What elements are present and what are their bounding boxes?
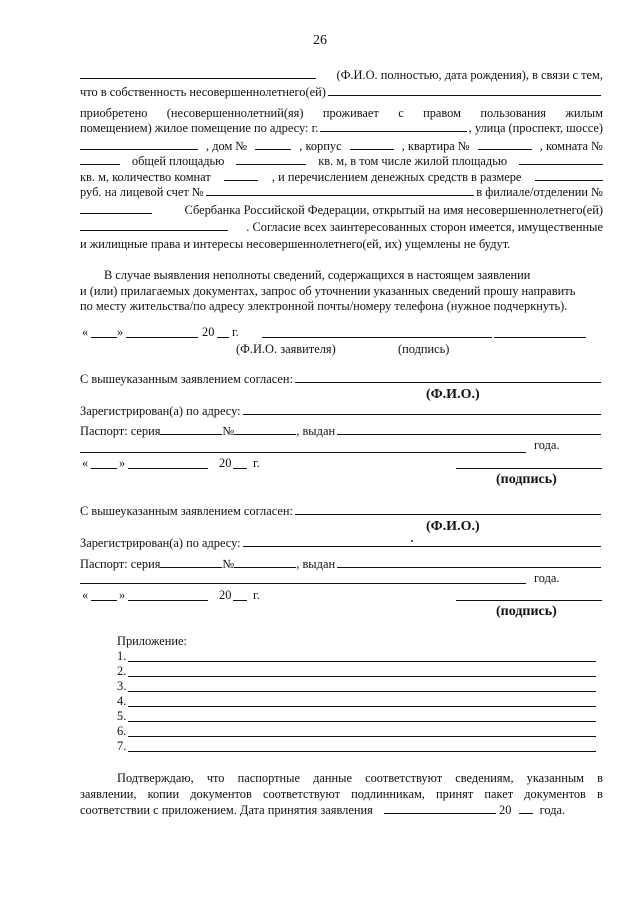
consent-1-year-prefix: 20 xyxy=(219,456,232,470)
year-prefix: 20 xyxy=(202,325,215,339)
p2-line-1: В случае выявления неполноты сведений, содержащихся в настоящем заявлении xyxy=(104,268,531,282)
p1-line-10 xyxy=(80,219,603,235)
consent-2-signature-blank[interactable] xyxy=(456,600,602,601)
applicant-fio-label: (Ф.И.О. заявителя) xyxy=(236,342,336,356)
consent-1-agree-text: С вышеуказанным заявлением согласен: xyxy=(80,372,293,386)
appendix-item-number: 3. xyxy=(117,679,127,693)
p1-line-3-word: с xyxy=(398,106,404,120)
consent-1-passport xyxy=(80,423,603,439)
consent-1-close-quote: » xyxy=(119,456,126,470)
consent-1-day-blank[interactable] xyxy=(91,468,117,469)
appendix-item-line[interactable] xyxy=(128,751,596,752)
confirm-line-2-word: принят xyxy=(436,787,474,801)
p1-line-9 xyxy=(80,202,603,218)
p1-line-5c: , квартира № xyxy=(401,139,470,153)
confirm-line-1-word: Подтверждаю, xyxy=(117,771,194,785)
month-blank[interactable] xyxy=(126,337,198,338)
p1-line-1-text: (Ф.И.О. полностью, дата рождения), в связи с тем, xyxy=(336,68,603,82)
consent-1-number-text: № xyxy=(222,424,235,438)
p1-line-4b: , улица (проспект, шоссе) xyxy=(468,121,603,135)
p1-line-5 xyxy=(80,138,603,154)
consent-1-passport-text: Паспорт: серия xyxy=(80,424,161,438)
building-blank[interactable] xyxy=(350,138,394,150)
p1-line-6a: общей площадью xyxy=(131,154,225,168)
confirm-line-1-word: сведениям, xyxy=(455,771,514,785)
consent-1-fio-blank[interactable] xyxy=(295,371,601,383)
consent-2-year-prefix: 20 xyxy=(219,588,232,602)
consent-1-year: года. xyxy=(534,438,560,452)
street-blank[interactable] xyxy=(80,138,198,150)
p1-line-5d: , комната № xyxy=(539,139,603,153)
consent-2-month-blank[interactable] xyxy=(128,600,208,601)
applicant-fio-blank[interactable] xyxy=(262,337,492,338)
consent-1-signature-label: (подпись) xyxy=(496,472,557,487)
consent-2-year-blank[interactable] xyxy=(233,600,247,601)
consent-1-number-blank[interactable] xyxy=(234,423,296,435)
appendix-item-line[interactable] xyxy=(128,706,596,707)
consent-2-year: года. xyxy=(534,571,560,585)
confirm-line-1-word: что xyxy=(206,771,225,785)
confirm-line-3 xyxy=(80,802,603,818)
p1-line-11: и жилищные права и интересы несовершеннолетнего(ей, их) ущемлены не будут. xyxy=(80,237,511,251)
consent-1-fio-label: (Ф.И.О.) xyxy=(426,387,480,402)
appendix-item-number: 7. xyxy=(117,739,127,753)
confirm-line-2-word: соответствуют xyxy=(262,787,341,801)
p1-line-7 xyxy=(80,169,603,185)
consent-2-close-quote: » xyxy=(119,588,126,602)
room-blank[interactable] xyxy=(80,153,120,165)
consent-2-open-quote: « xyxy=(82,588,89,602)
confirm-line-2-word: заявлении, xyxy=(80,787,137,801)
house-blank[interactable] xyxy=(255,138,291,150)
confirm-year-prefix: 20 xyxy=(499,803,512,817)
consent-1-series-blank[interactable] xyxy=(160,423,222,435)
consent-2-issuer-blank[interactable] xyxy=(337,556,601,568)
p1-line-2 xyxy=(80,84,603,100)
p2-line-3: по месту жительства/по адресу электронной почты/номеру телефона (нужное подчеркнуть). xyxy=(80,299,568,313)
consent-1-issuer-line[interactable] xyxy=(80,452,526,453)
consent-1-registered-text: Зарегистрирован(а) по адресу: xyxy=(80,404,241,418)
p1-line-9-text: Сбербанка Российской Федерации, открытый на имя несовершеннолетнего(ей) xyxy=(184,203,603,217)
applicant-signature-label: (подпись) xyxy=(398,342,450,356)
city-blank[interactable] xyxy=(320,120,466,132)
confirm-line-2 xyxy=(80,786,603,802)
p1-line-8a: руб. на лицевой счет № xyxy=(80,185,204,199)
p1-line-3-word: пользования xyxy=(480,106,547,120)
p1-line-6b: кв. м, в том числе жилой площадью xyxy=(318,154,508,168)
apartment-blank[interactable] xyxy=(478,138,532,150)
p1-line-3-word: проживает xyxy=(322,106,379,120)
consent-2-fio-blank[interactable] xyxy=(295,503,601,515)
p1-line-7a: кв. м, количество комнат xyxy=(80,170,211,184)
appendix-title: Приложение: xyxy=(117,634,187,648)
p1-line-3-word: жилым xyxy=(565,106,603,120)
consent-2-year-suffix: г. xyxy=(253,588,260,602)
amount-blank[interactable] xyxy=(535,169,603,181)
consent-2-number-text: № xyxy=(222,557,235,571)
consent-2-passport-text: Паспорт: серия xyxy=(80,557,161,571)
consent-2-issuer-line[interactable] xyxy=(80,583,526,584)
p1-line-3 xyxy=(80,105,603,121)
confirm-line-2-word: подлинникам, xyxy=(351,787,425,801)
appendix-item-number: 2. xyxy=(117,664,127,678)
account-blank[interactable] xyxy=(206,184,475,196)
confirm-line-1-word: в xyxy=(597,771,603,785)
branch-blank[interactable] xyxy=(80,202,152,214)
minor-name-blank[interactable] xyxy=(328,84,601,96)
consent-1-registered xyxy=(80,403,603,419)
confirm-year-suffix: года. xyxy=(539,803,566,817)
consent-2-signature-label: (подпись) xyxy=(496,604,557,619)
appendix-item-number: 4. xyxy=(117,694,127,708)
date-close-quote: » xyxy=(117,325,124,339)
consent-1-open-quote: « xyxy=(82,456,89,470)
rooms-count-blank[interactable] xyxy=(224,169,258,181)
year-blank[interactable] xyxy=(217,337,229,338)
day-blank[interactable] xyxy=(91,337,117,338)
consent-1-month-blank[interactable] xyxy=(128,468,208,469)
p1-line-5b: , корпус xyxy=(299,139,342,153)
p1-line-3-word: (несовершеннолетний(яя) xyxy=(166,106,304,120)
consent-2-passport xyxy=(80,556,603,572)
appendix-item-line[interactable] xyxy=(128,736,596,737)
appendix-item-line[interactable] xyxy=(128,661,596,662)
appendix-item-line[interactable] xyxy=(128,691,596,692)
confirm-line-3a: соответствии с приложением. Дата принятия заявления xyxy=(80,803,373,817)
appendix-item-number: 6. xyxy=(117,724,127,738)
p1-line-6 xyxy=(80,153,603,169)
consent-2-registered xyxy=(80,535,603,551)
confirm-line-2-word: пакет xyxy=(484,787,514,801)
consent-1-agree xyxy=(80,371,603,387)
p1-line-10-text: . Согласие всех заинтересованных сторон имеется, имущественные xyxy=(246,220,603,234)
consent-2-issued-text: , выдан xyxy=(296,557,336,571)
fio-blank[interactable] xyxy=(80,67,316,79)
consent-2-fio-label: (Ф.И.О.) xyxy=(426,519,480,534)
consent-1-issuer-blank[interactable] xyxy=(337,423,601,435)
confirm-line-1 xyxy=(117,770,603,786)
p1-line-3-word: правом xyxy=(423,106,461,120)
living-area-blank[interactable] xyxy=(519,153,603,165)
p1-line-4a: помещением) жилое помещение по адресу: г. xyxy=(80,121,319,135)
year-suffix: г. xyxy=(232,325,239,339)
total-area-blank[interactable] xyxy=(236,153,306,165)
acceptance-year-blank[interactable] xyxy=(519,802,533,814)
acceptance-date-blank[interactable] xyxy=(384,802,496,814)
consent-1-issued-text: , выдан xyxy=(296,424,336,438)
consent-1-address-blank[interactable] xyxy=(243,403,601,415)
p1-line-8 xyxy=(80,184,603,200)
appendix-item-number: 1. xyxy=(117,649,127,663)
page-number: 26 xyxy=(313,33,327,48)
p1-line-1 xyxy=(80,67,603,83)
applicant-signature-blank[interactable] xyxy=(494,337,586,338)
confirm-line-2-word: в xyxy=(597,787,603,801)
consent-2-address-blank[interactable] xyxy=(243,535,601,547)
consent-1-signature-blank[interactable] xyxy=(456,468,602,469)
confirm-line-1-word: паспортные xyxy=(237,771,300,785)
consent-1-year-suffix: г. xyxy=(253,456,260,470)
appendix-item-line[interactable] xyxy=(128,721,596,722)
p1-line-8b: в филиале/отделении № xyxy=(476,185,603,199)
p1-line-2-text: что в собственность несовершеннолетнего(ей) xyxy=(80,85,326,99)
confirm-line-1-word: указанным xyxy=(526,771,585,785)
confirm-line-2-word: документов xyxy=(190,787,252,801)
date-open-quote: « xyxy=(82,325,89,339)
consent-2-agree xyxy=(80,503,603,519)
consent-1-year-blank[interactable] xyxy=(233,468,247,469)
consent-2-day-blank[interactable] xyxy=(91,600,117,601)
confirm-line-2-word: документов xyxy=(524,787,586,801)
p1-line-7b: , и перечислением денежных средств в размере xyxy=(271,170,522,184)
confirm-line-1-word: данные xyxy=(313,771,352,785)
confirm-line-2-word: копии xyxy=(147,787,180,801)
confirm-line-1-word: соответствуют xyxy=(365,771,443,785)
consent-2-number-blank[interactable] xyxy=(234,556,296,568)
appendix-item-number: 5. xyxy=(117,709,127,723)
consent-2-agree-text: С вышеуказанным заявлением согласен: xyxy=(80,504,293,518)
p1-line-4 xyxy=(80,120,603,136)
p2-line-2: и (или) прилагаемых документах, запрос об уточнении указанных сведений прошу направить xyxy=(80,284,576,298)
appendix-item-line[interactable] xyxy=(128,676,596,677)
consent-2-series-blank[interactable] xyxy=(160,556,222,568)
account-holder-blank[interactable] xyxy=(80,219,228,231)
p1-line-5a: , дом № xyxy=(206,139,248,153)
consent-2-registered-text: Зарегистрирован(а) по адресу: xyxy=(80,536,241,550)
p1-line-3-word: приобретено xyxy=(80,106,148,120)
